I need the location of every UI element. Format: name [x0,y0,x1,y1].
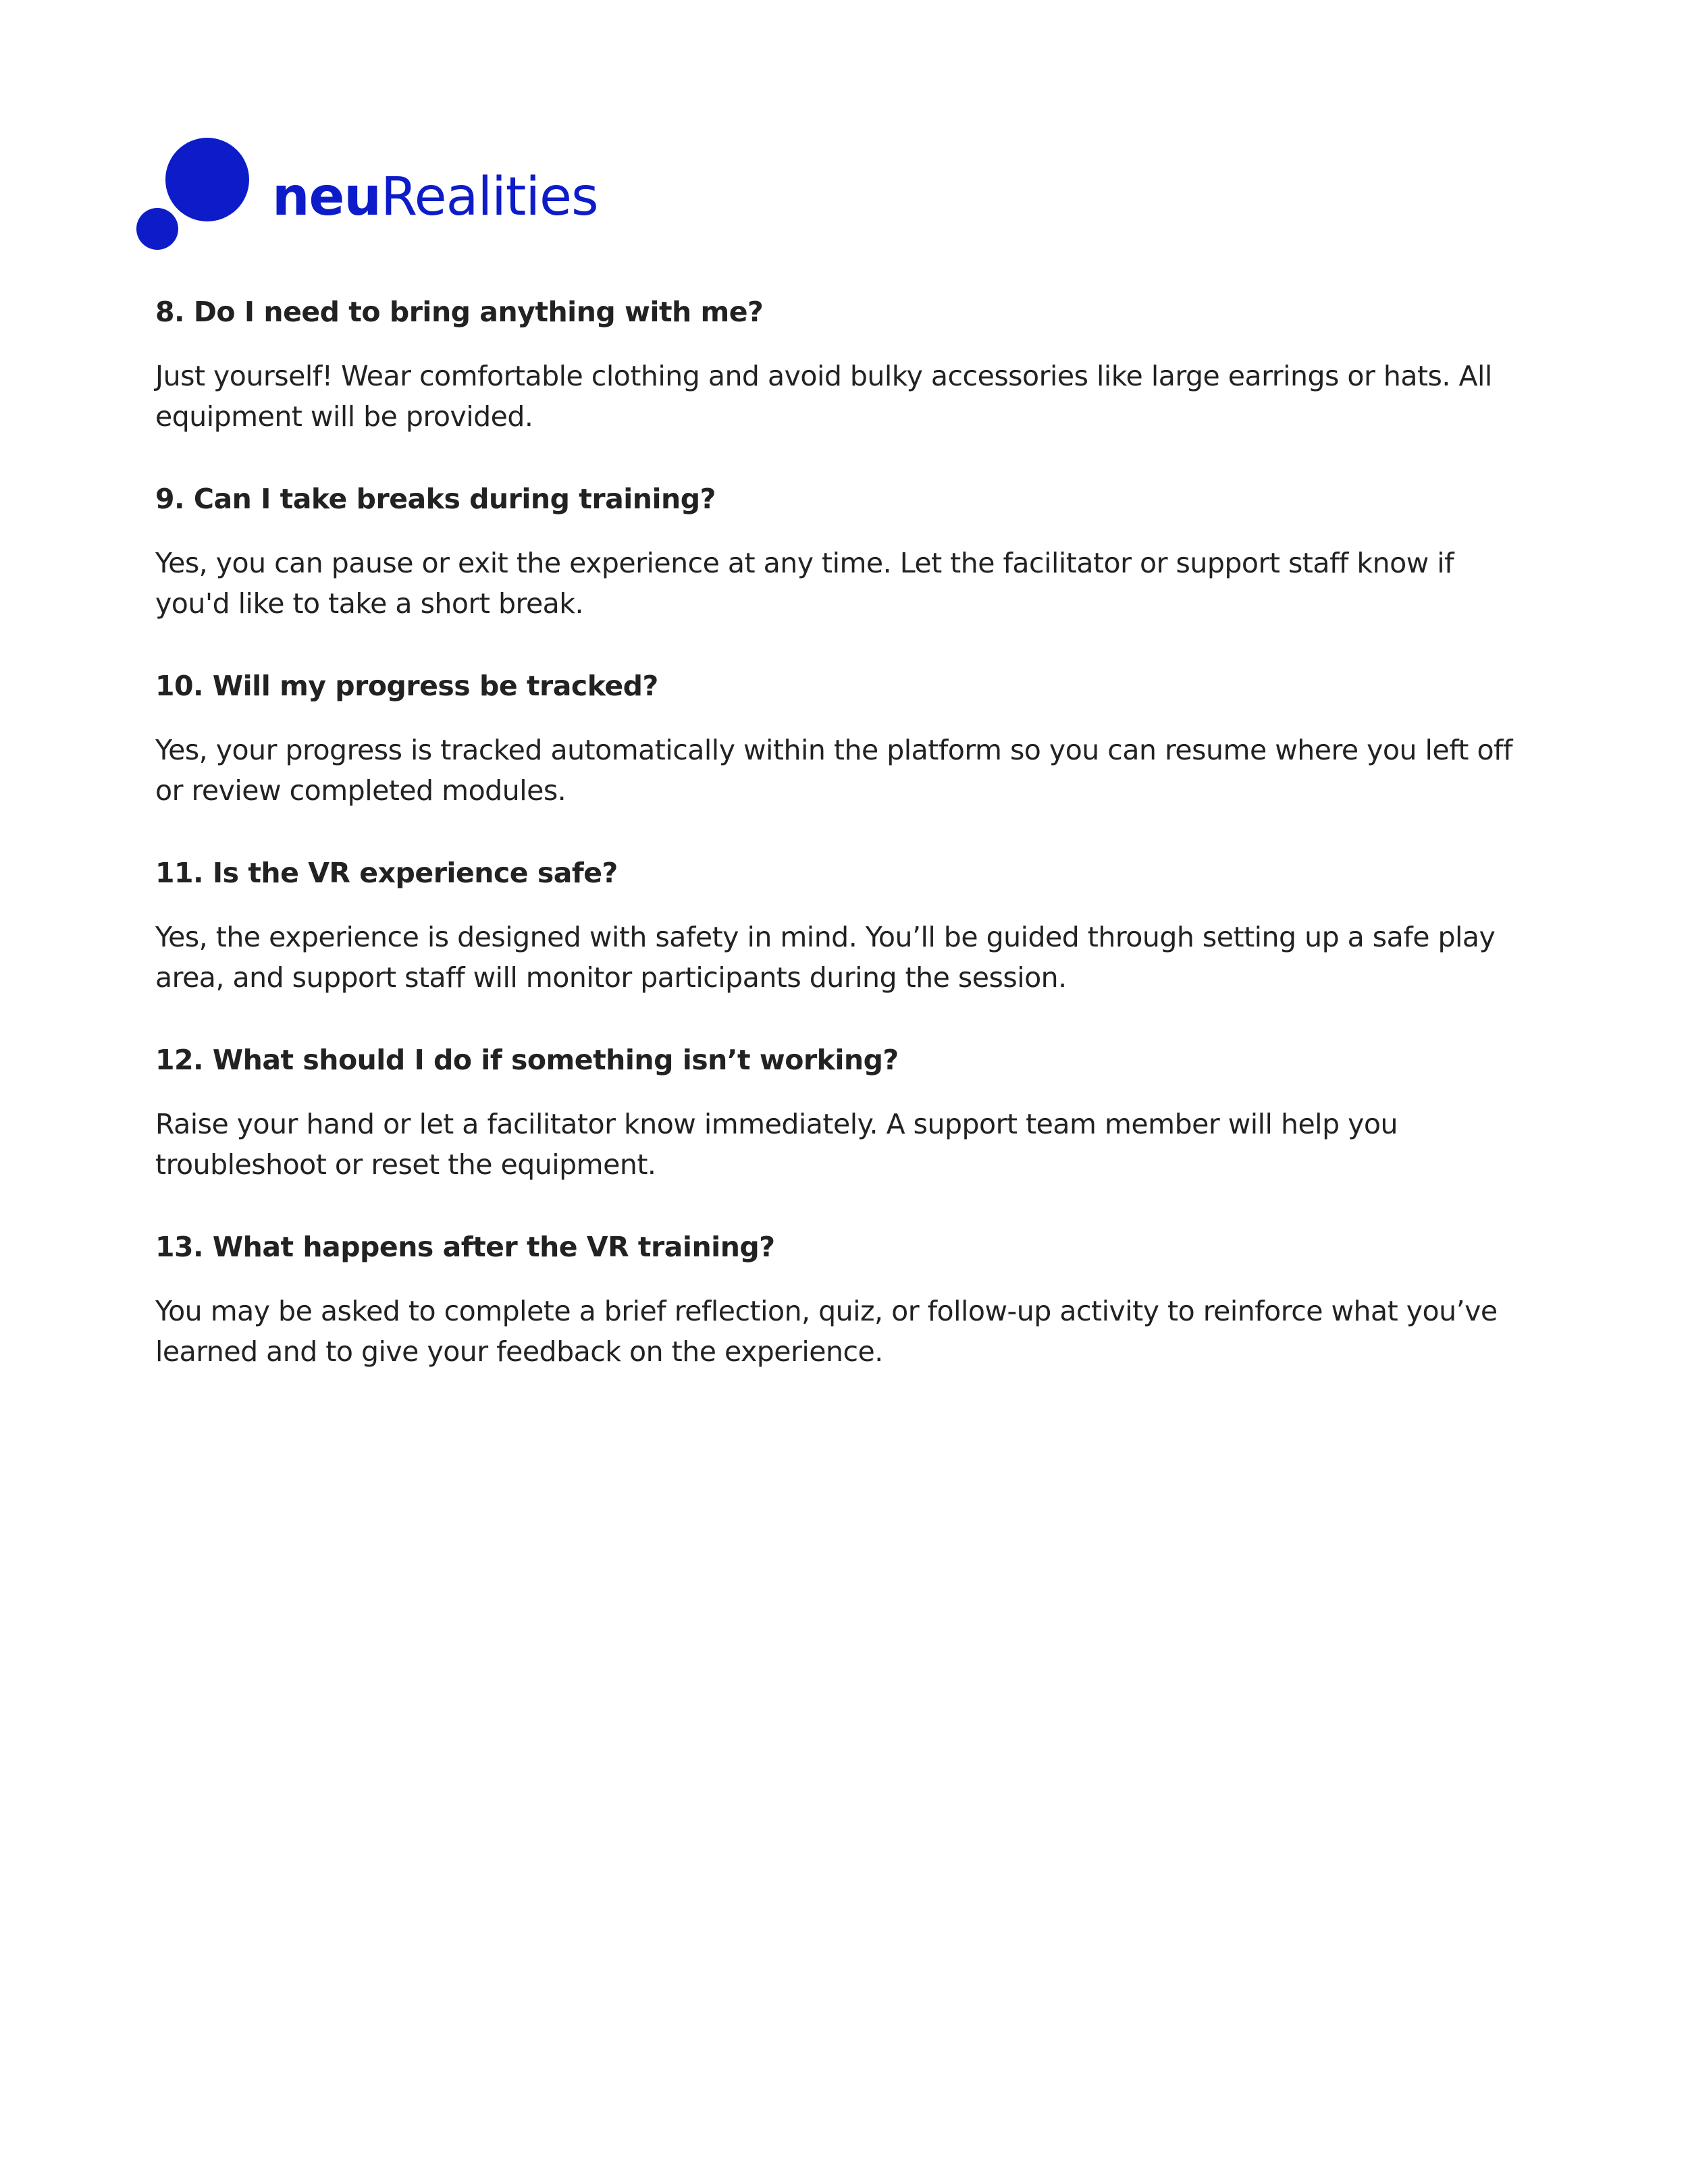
logo-wordmark-bold: neu [272,167,381,228]
faq-answer: Raise your hand or let a facilitator know immediately. A support team member will help you troubleshoot or reset the equipment. [155,1108,1398,1181]
faq-item-10 [155,666,1533,811]
logo-small-dot-icon [136,208,178,250]
faq-answer: Just yourself! Wear comfortable clothing and avoid bulky accessories like large earrings or hats. All equipment will be provided. [155,360,1492,433]
logo-wordmark-regular: Realities [380,167,598,228]
faq-question: 11. Is the VR experience safe? [155,857,618,889]
faq-question: 9. Can I take breaks during training? [155,483,716,515]
faq-item-8 [155,292,1533,437]
faq-answer: Yes, the experience is designed with safety in mind. You’ll be guided through setting up a safe play area, and support staff will monitor participants during the session. [155,921,1496,994]
faq-item-9 [155,479,1533,624]
logo-large-dot-icon [165,138,249,221]
faq-answer: Yes, you can pause or exit the experience at any time. Let the facilitator or support staff know if you'd like to take a short break. [155,547,1454,620]
faq-item-13 [155,1227,1533,1372]
faq-question: 10. Will my progress be tracked? [155,670,658,702]
logo-wordmark [272,163,598,231]
faq-question: 13. What happens after the VR training? [155,1231,775,1263]
faq-question: 8. Do I need to bring anything with me? [155,296,764,328]
logo-mark-icon [135,135,253,253]
brand-logo [135,135,621,253]
faq-question: 12. What should I do if something isn’t working? [155,1044,899,1076]
faq-list [155,292,1533,1414]
faq-answer: You may be asked to complete a brief reflection, quiz, or follow-up activity to reinforce what you’ve learned and to give your feedback on the experience. [155,1295,1498,1368]
faq-answer: Yes, your progress is tracked automatically within the platform so you can resume where you left off or review completed modules. [155,734,1512,807]
faq-item-11 [155,853,1533,998]
faq-item-12 [155,1040,1533,1185]
